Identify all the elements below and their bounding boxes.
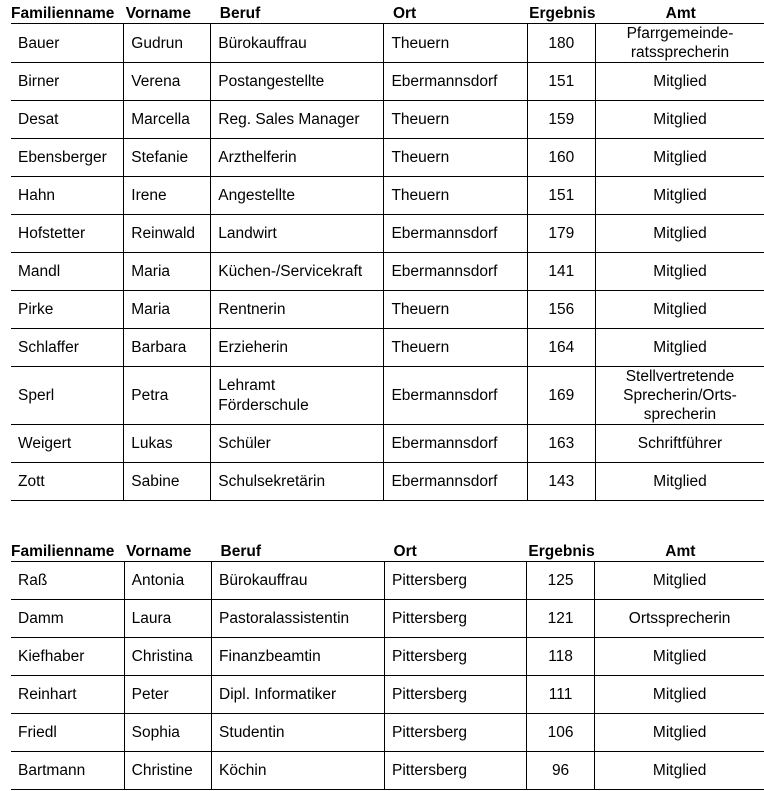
- cell-beruf: Arzthelferin: [211, 139, 384, 177]
- cell-ort: Ebermannsdorf: [384, 425, 527, 463]
- cell-vorname: Verena: [124, 63, 211, 101]
- cell-ergebnis: 169: [527, 367, 595, 425]
- cell-familienname: Raß: [11, 562, 124, 600]
- cell-ort: Theuern: [384, 24, 527, 63]
- header-vorname: Vorname: [125, 5, 191, 22]
- cell-vorname: Maria: [124, 253, 211, 291]
- table-row: [11, 329, 764, 367]
- cell-vorname: Gudrun: [124, 24, 211, 63]
- cell-ort: Theuern: [384, 139, 527, 177]
- cell-familienname: Zott: [11, 463, 124, 501]
- cell-beruf: Studentin: [212, 714, 385, 752]
- cell-beruf: Bürokauffrau: [212, 562, 385, 600]
- cell-beruf: Dipl. Informatiker: [212, 676, 385, 714]
- table-row: [11, 177, 764, 215]
- table-row: [11, 676, 764, 714]
- cell-beruf: [211, 367, 384, 425]
- cell-ergebnis: 160: [527, 139, 595, 177]
- cell-amt-line: Mitglied: [652, 572, 707, 589]
- cell-familienname: Desat: [11, 101, 124, 139]
- table-row: [11, 752, 764, 790]
- cell-vorname: Reinwald: [124, 215, 211, 253]
- cell-ergebnis: 141: [527, 253, 595, 291]
- cell-amt: [595, 291, 764, 329]
- cell-beruf: Landwirt: [211, 215, 384, 253]
- cell-vorname: Laura: [124, 600, 211, 638]
- header-amt: Amt: [665, 5, 696, 22]
- header-ergebnis: Ergebnis: [529, 5, 596, 22]
- cell-vorname: Christine: [124, 752, 211, 790]
- cell-vorname: Sabine: [124, 463, 211, 501]
- cell-familienname: Reinhart: [11, 676, 124, 714]
- cell-beruf: Bürokauffrau: [211, 24, 384, 63]
- cell-ergebnis: 111: [526, 676, 594, 714]
- results-table-2: [11, 540, 764, 790]
- cell-amt: [595, 177, 764, 215]
- cell-ort: Pittersberg: [385, 600, 527, 638]
- cell-amt: [595, 253, 764, 291]
- header-ergebnis: Ergebnis: [528, 543, 595, 560]
- cell-vorname: Stefanie: [124, 139, 211, 177]
- cell-amt: [595, 139, 764, 177]
- cell-amt-line: Sprecherin/Orts-: [623, 387, 737, 404]
- cell-familienname: Weigert: [11, 425, 124, 463]
- table-row: [11, 600, 764, 638]
- cell-vorname: Maria: [124, 291, 211, 329]
- cell-beruf: Reg. Sales Manager: [211, 101, 384, 139]
- cell-familienname: Hahn: [11, 177, 124, 215]
- cell-beruf: Küchen-/Servicekraft: [211, 253, 384, 291]
- table-row: [11, 291, 764, 329]
- header-row: [11, 2, 764, 24]
- table-row: [11, 215, 764, 253]
- table-row: [11, 425, 764, 463]
- cell-ort: Ebermannsdorf: [384, 463, 527, 501]
- cell-beruf: Angestellte: [211, 177, 384, 215]
- table-row: [11, 253, 764, 291]
- cell-ort: Ebermannsdorf: [384, 63, 527, 101]
- cell-amt: [595, 714, 764, 752]
- cell-amt: [595, 562, 764, 600]
- table-row: [11, 24, 764, 63]
- cell-beruf: Schüler: [211, 425, 384, 463]
- cell-ergebnis: 179: [527, 215, 595, 253]
- table-row: [11, 101, 764, 139]
- header-row: [11, 540, 764, 562]
- cell-vorname: Petra: [124, 367, 211, 425]
- cell-ergebnis: 163: [527, 425, 595, 463]
- cell-beruf-line: Förderschule: [218, 396, 309, 414]
- cell-vorname: Barbara: [124, 329, 211, 367]
- header-beruf: Beruf: [220, 543, 262, 560]
- cell-beruf: Rentnerin: [211, 291, 384, 329]
- cell-amt-line: Mitglied: [653, 473, 707, 490]
- cell-amt-line: Mitglied: [653, 225, 707, 242]
- cell-amt-line: Mitglied: [653, 263, 707, 280]
- cell-familienname: Birner: [11, 63, 124, 101]
- cell-ergebnis: 156: [527, 291, 595, 329]
- cell-amt-line: ratssprecherin: [630, 44, 730, 61]
- cell-familienname: Hofstetter: [11, 215, 124, 253]
- table-row: [11, 367, 764, 425]
- header-ort: Ort: [392, 5, 417, 22]
- cell-amt-line: Mitglied: [652, 648, 707, 665]
- cell-amt-line: Mitglied: [653, 149, 707, 166]
- table-row: [11, 638, 764, 676]
- cell-amt-line: Mitglied: [652, 762, 707, 779]
- cell-familienname: Friedl: [11, 714, 124, 752]
- cell-familienname: Sperl: [11, 367, 124, 425]
- cell-ergebnis: 151: [527, 177, 595, 215]
- cell-ergebnis: 125: [526, 562, 594, 600]
- cell-familienname: Mandl: [11, 253, 124, 291]
- cell-ort: Theuern: [384, 177, 527, 215]
- cell-ergebnis: 106: [526, 714, 594, 752]
- cell-ort: Ebermannsdorf: [384, 215, 527, 253]
- cell-amt: [595, 101, 764, 139]
- cell-ort: Pittersberg: [385, 714, 527, 752]
- cell-beruf: Pastoralassistentin: [212, 600, 385, 638]
- cell-amt-line: Mitglied: [652, 724, 707, 741]
- cell-amt: [595, 638, 764, 676]
- cell-amt-line: Mitglied: [653, 301, 707, 318]
- cell-amt-line: Mitglied: [653, 339, 707, 356]
- cell-amt-line: Mitglied: [653, 187, 707, 204]
- cell-beruf-line: Lehramt: [218, 376, 276, 394]
- table-row: [11, 63, 764, 101]
- cell-vorname: Peter: [124, 676, 211, 714]
- cell-vorname: Lukas: [124, 425, 211, 463]
- table-row: [11, 714, 764, 752]
- cell-ergebnis: 151: [527, 63, 595, 101]
- cell-ergebnis: 121: [526, 600, 594, 638]
- cell-amt: [595, 463, 764, 501]
- cell-amt: [595, 367, 764, 425]
- cell-beruf: Schulsekretärin: [211, 463, 384, 501]
- cell-ergebnis: 159: [527, 101, 595, 139]
- cell-ort: Theuern: [384, 101, 527, 139]
- cell-vorname: Antonia: [124, 562, 211, 600]
- cell-amt-line: Pfarrgemeinde-: [626, 25, 734, 42]
- cell-vorname: Irene: [124, 177, 211, 215]
- header-vorname: Vorname: [126, 543, 192, 560]
- header-beruf: Beruf: [219, 5, 261, 22]
- cell-ort: Pittersberg: [385, 562, 527, 600]
- table-row: [11, 139, 764, 177]
- cell-familienname: Ebensberger: [11, 139, 124, 177]
- cell-familienname: Kiefhaber: [11, 638, 124, 676]
- header-familienname: Familienname: [11, 543, 115, 560]
- header-amt: Amt: [665, 543, 696, 560]
- cell-amt: [595, 425, 764, 463]
- cell-amt: [595, 676, 764, 714]
- cell-vorname: Christina: [124, 638, 211, 676]
- cell-familienname: Pirke: [11, 291, 124, 329]
- cell-familienname: Damm: [11, 600, 124, 638]
- cell-familienname: Bartmann: [11, 752, 124, 790]
- cell-amt: [595, 63, 764, 101]
- header-familienname: Familienname: [11, 5, 115, 22]
- cell-beruf: Erzieherin: [211, 329, 384, 367]
- cell-vorname: Sophia: [124, 714, 211, 752]
- table-row: [11, 463, 764, 501]
- cell-amt-line: Stellvertretende: [625, 368, 735, 385]
- cell-amt-line: Ortssprecherin: [628, 610, 731, 627]
- cell-vorname: Marcella: [124, 101, 211, 139]
- cell-ort: Pittersberg: [385, 638, 527, 676]
- cell-ergebnis: 143: [527, 463, 595, 501]
- cell-ort: Pittersberg: [385, 676, 527, 714]
- cell-ergebnis: 164: [527, 329, 595, 367]
- cell-amt-line: sprecherin: [643, 406, 717, 423]
- cell-beruf: Köchin: [212, 752, 385, 790]
- cell-amt-line: Schriftführer: [637, 435, 723, 452]
- table-row: [11, 562, 764, 600]
- cell-ergebnis: 180: [527, 24, 595, 63]
- cell-ort: Theuern: [384, 291, 527, 329]
- cell-familienname: Bauer: [11, 24, 124, 63]
- cell-amt-line: Mitglied: [653, 111, 707, 128]
- cell-ergebnis: 96: [526, 752, 594, 790]
- results-table-1: [11, 2, 764, 501]
- cell-amt: [595, 215, 764, 253]
- cell-ergebnis: 118: [526, 638, 594, 676]
- cell-amt: [595, 600, 764, 638]
- cell-amt: [595, 752, 764, 790]
- cell-familienname: Schlaffer: [11, 329, 124, 367]
- cell-beruf: Finanzbeamtin: [212, 638, 385, 676]
- cell-amt-line: Mitglied: [652, 686, 707, 703]
- cell-ort: Pittersberg: [385, 752, 527, 790]
- cell-ort: Ebermannsdorf: [384, 367, 527, 425]
- header-ort: Ort: [393, 543, 417, 560]
- cell-amt: [595, 24, 764, 63]
- cell-beruf: Postangestellte: [211, 63, 384, 101]
- cell-amt: [595, 329, 764, 367]
- cell-ort: Theuern: [384, 329, 527, 367]
- cell-ort: Ebermannsdorf: [384, 253, 527, 291]
- cell-amt-line: Mitglied: [653, 73, 707, 90]
